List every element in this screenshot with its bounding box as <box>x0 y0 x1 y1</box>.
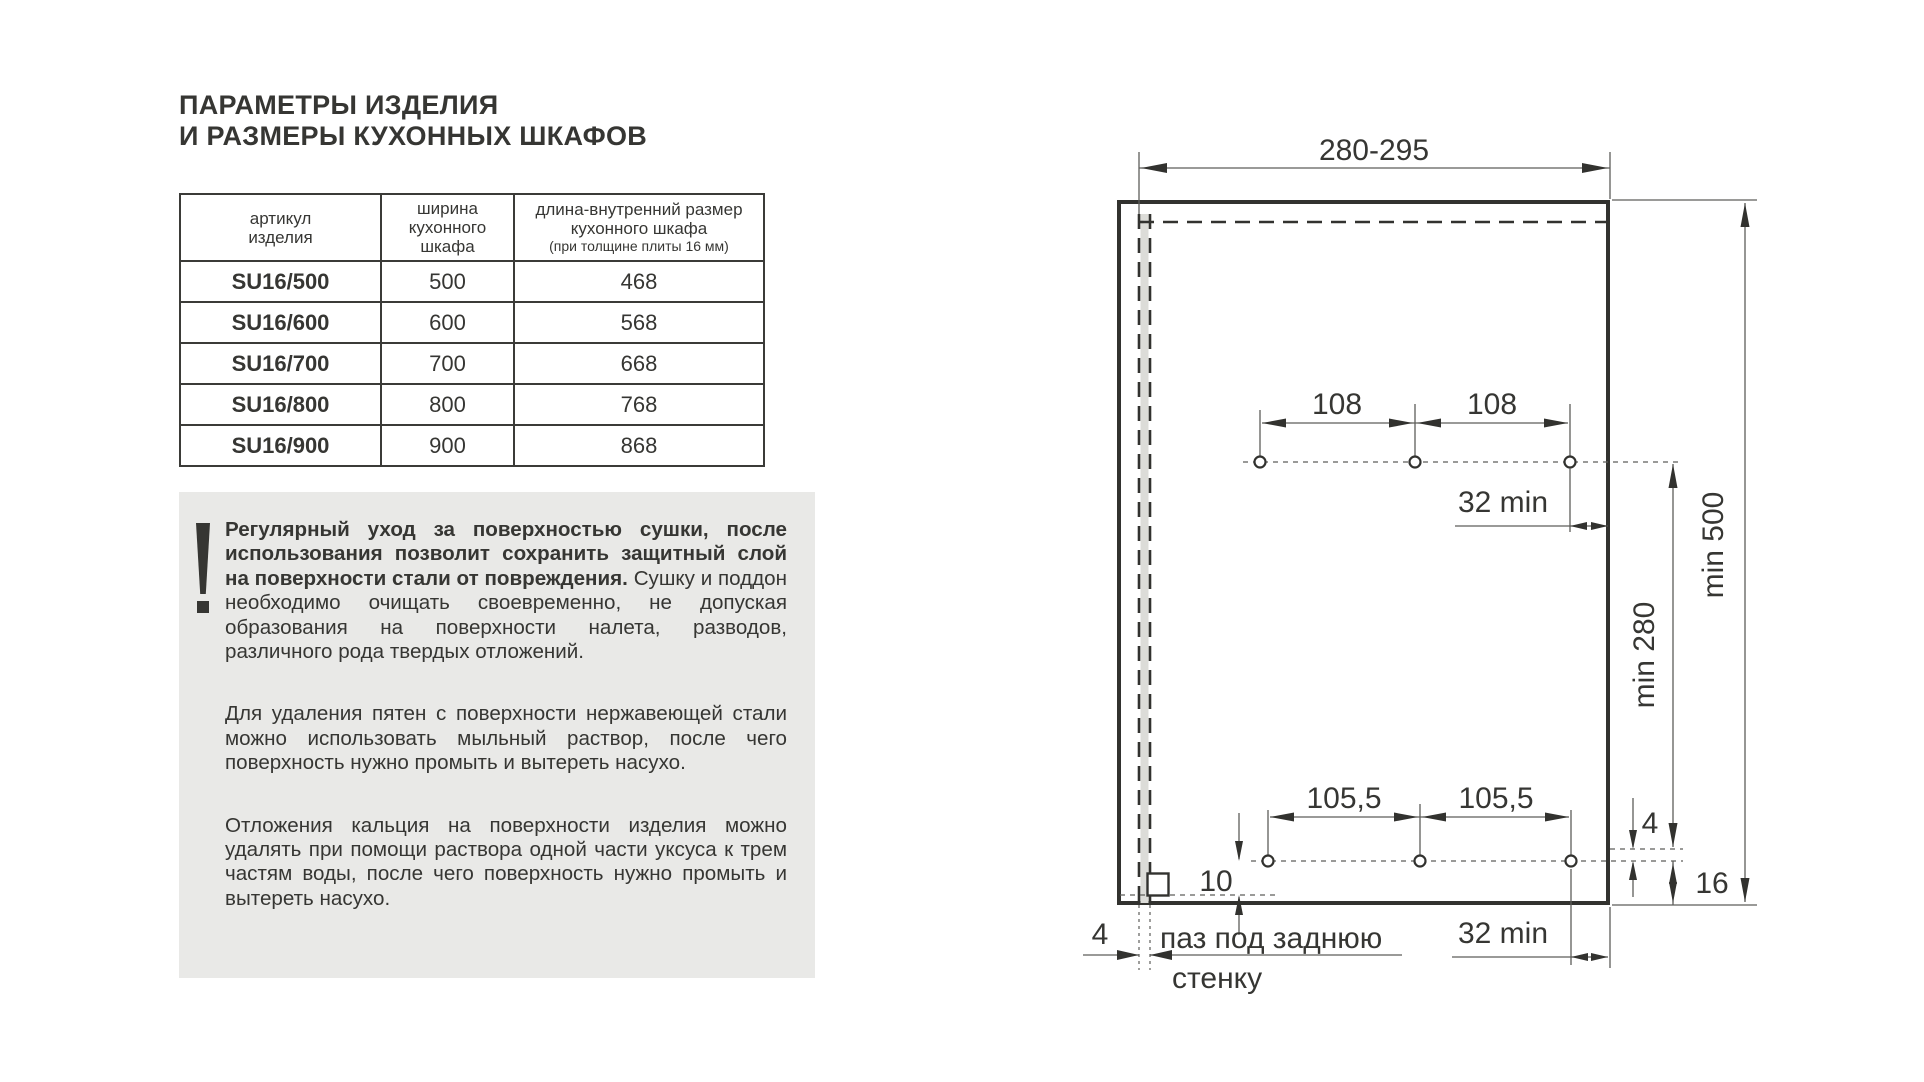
page-title <box>179 90 647 152</box>
length-cell: 468 <box>514 261 764 302</box>
groove-label-line2: стенку <box>1172 962 1263 995</box>
header-article-line2: изделия <box>248 227 313 247</box>
header-article-line1: артикул <box>249 208 312 228</box>
dim-top-hole-right-label: 108 <box>1466 388 1518 421</box>
article-cell: SU16/500 <box>180 261 381 302</box>
dim-bottom-offset-label: 32 min <box>1457 917 1549 950</box>
table-row <box>180 261 764 302</box>
care-paragraph-3: Отложения кальция на поверхности изделия можно удалять при помощи раствора одной части уксуса к трем частям воды, после чего поверхность нужно промыть и вытереть насухо. <box>225 813 787 910</box>
article-cell: SU16/800 <box>180 384 381 425</box>
page-title-line1: ПАРАМЕТРЫ ИЗДЕЛИЯ <box>179 90 499 120</box>
width-cell: 900 <box>381 425 514 466</box>
width-cell: 800 <box>381 384 514 425</box>
length-cell: 668 <box>514 343 764 384</box>
mounting-hole <box>1565 457 1576 468</box>
dim-hole-span <box>1610 464 1683 849</box>
mounting-hole <box>1566 856 1577 867</box>
groove-label-line1: паз под заднюю <box>1160 922 1383 955</box>
dim-top-offset-label: 32 min <box>1457 486 1549 519</box>
page-title-line2: И РАЗМЕРЫ КУХОННЫХ ШКАФОВ <box>179 121 648 151</box>
dim-top-hole-left-label: 108 <box>1311 388 1363 421</box>
table-row <box>180 343 764 384</box>
dim-height <box>1612 200 1757 905</box>
header-length-main: длина-внутренний размер кухонного шкафа <box>535 200 743 238</box>
dim-line-offset <box>1629 798 1658 897</box>
dim-groove-width-label: 4 <box>1091 918 1109 951</box>
width-cell: 500 <box>381 261 514 302</box>
table-header-row <box>180 194 764 261</box>
width-cell: 700 <box>381 343 514 384</box>
table-row <box>180 425 764 466</box>
dim-groove-offset-label: 10 <box>1199 865 1233 898</box>
length-cell: 568 <box>514 302 764 343</box>
dim-groove-width <box>1083 905 1402 995</box>
dim-bottom-thickness-label: 16 <box>1695 867 1729 900</box>
dim-width-label: 280-295 <box>1318 134 1430 167</box>
dim-hole-span-label: min 280 <box>1628 601 1661 709</box>
article-cell: SU16/700 <box>180 343 381 384</box>
length-cell: 768 <box>514 384 764 425</box>
mounting-hole <box>1255 457 1266 468</box>
table-row <box>180 384 764 425</box>
back-wall-holder <box>1148 874 1169 896</box>
cabinet-drawing <box>1060 110 1924 1030</box>
care-warning-bold: Регулярный уход за поверхностью сушки, после использования позволит сохранить защитный слой на поверхности стали от повреждения. <box>225 518 787 590</box>
article-cell: SU16/600 <box>180 302 381 343</box>
care-note-text <box>225 518 787 911</box>
article-cell: SU16/900 <box>180 425 381 466</box>
table-row <box>180 302 764 343</box>
care-warning-rest: Сушку и поддон необходимо очищать своевременно, не допуская образования на поверхности налета, разводов, различного рода твердых отложений. <box>225 566 787 664</box>
header-article <box>180 194 381 261</box>
header-length <box>514 194 764 261</box>
mounting-hole <box>1263 856 1274 867</box>
length-cell: 868 <box>514 425 764 466</box>
dim-line-offset-label: 4 <box>1641 807 1659 840</box>
care-paragraph-2: Для удаления пятен с поверхности нержавеющей стали можно использовать мыльный раствор, после чего поверхность нужно промыть и вытереть насухо. <box>225 702 787 775</box>
dim-bottom-hole-left-label: 105,5 <box>1306 782 1382 815</box>
dim-bottom-hole-right-label: 105,5 <box>1458 782 1534 815</box>
header-length-note: (при толщине плиты 16 мм) <box>549 238 729 254</box>
dim-bottom-thickness <box>1669 861 1729 905</box>
width-cell: 600 <box>381 302 514 343</box>
header-width: ширина кухонного шкафа <box>381 194 514 261</box>
dim-height-label: min 500 <box>1697 491 1730 599</box>
care-note-box <box>179 492 815 978</box>
mounting-hole <box>1415 856 1426 867</box>
mounting-hole <box>1410 457 1421 468</box>
care-paragraph-1 <box>225 518 787 664</box>
specs-table <box>179 193 765 467</box>
